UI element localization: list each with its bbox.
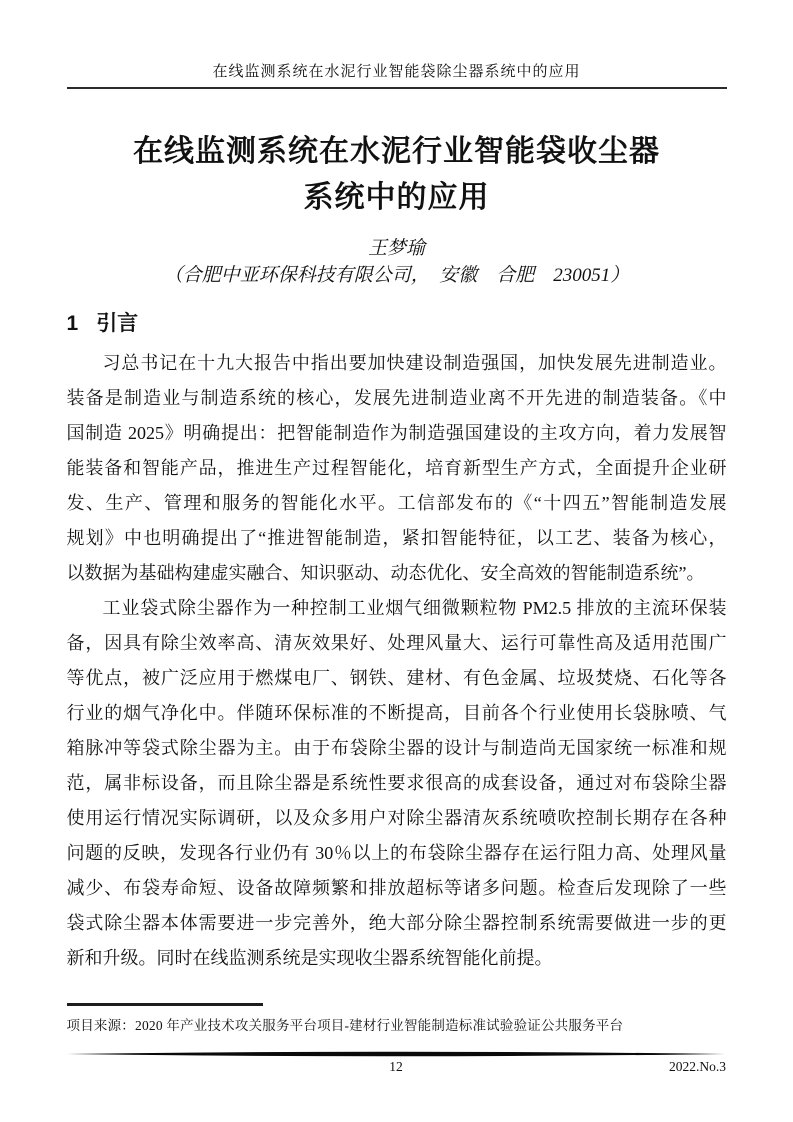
page-content	[67, 0, 727, 1034]
paragraph-line: 以数据为基础构建虚实融合、知识驱动、动态优化、安全高效的智能制造系统”。	[66, 563, 705, 583]
header-rule	[67, 87, 727, 89]
article-title-line1: 在线监测系统在水泥行业智能袋收尘器	[133, 135, 660, 168]
paragraph-line: 等优点，被广泛应用于燃煤电厂、钢铁、建材、有色金属、垃圾焚烧、石化等各	[66, 668, 727, 688]
paragraph-line: 备，因具有除尘效率高、清灰效果好、处理风量大、运行可靠性高及适用范围广	[66, 633, 727, 653]
paragraph	[67, 346, 727, 591]
section-title: 引言	[96, 312, 139, 335]
paragraph	[67, 591, 727, 976]
footnote-rule	[67, 1003, 263, 1006]
paragraph-line: 规划》中也明确提出了“推进智能制造，紧扣智能特征，以工艺、装备为核心，	[66, 528, 727, 548]
article-title	[67, 129, 727, 221]
paragraph-line: 能装备和智能产品，推进生产过程智能化，培育新型生产方式，全面提升企业研	[66, 458, 727, 478]
paragraph-line: 习总书记在十九大报告中指出要加快建设制造强国，加快发展先进制造业。	[102, 353, 727, 373]
running-header	[67, 0, 727, 89]
paragraph-line: 行业的烟气净化中。伴随环保标准的不断提高，目前各个行业使用长袋脉喷、气	[66, 703, 727, 723]
article-body	[67, 346, 727, 976]
issue-number: 2022.No.3	[669, 1059, 726, 1074]
paragraph-line: 箱脉冲等袋式除尘器为主。由于布袋除尘器的设计与制造尚无国家统一标准和规	[66, 738, 727, 758]
paragraph-line: 袋式除尘器本体需要进一步完善外，绝大部分除尘器控制系统需要做进一步的更	[66, 913, 727, 933]
footnote	[67, 1003, 727, 1034]
footnote-text: 项目来源：2020 年产业技术攻关服务平台项目-建材行业智能制造标准试验验证公共服务平台	[66, 1018, 624, 1033]
paragraph-line: 工业袋式除尘器作为一种控制工业烟气细微颗粒物 PM2.5 排放的主流环保装	[102, 598, 727, 618]
page-number: 12	[389, 1059, 403, 1074]
footer-row	[66, 1059, 726, 1077]
paragraph-line: 发、生产、管理和服务的智能化水平。工信部发布的《“十四五”智能制造发展	[66, 493, 727, 513]
paragraph-line: 减少、布袋寿命短、设备故障频繁和排放超标等诸多问题。检查后发现除了一些	[66, 878, 727, 898]
section-heading	[67, 311, 727, 337]
page-footer	[66, 1050, 726, 1077]
paragraph-line: 范，属非标设备，而且除尘器是系统性要求很高的成套设备，通过对布袋除尘器	[66, 773, 727, 793]
article-title-line2: 系统中的应用	[303, 181, 490, 214]
author-name: 王梦瑜	[367, 238, 425, 259]
running-header-title: 在线监测系统在水泥行业智能袋除尘器系统中的应用	[212, 64, 581, 80]
section-number: 1	[66, 312, 79, 335]
footer-rule	[66, 1050, 726, 1058]
paragraph-line: 国制造 2025》明确提出：把智能制造作为制造强国建设的主攻方向，着力发展智	[66, 423, 727, 443]
paragraph-line: 装备是制造业与制造系统的核心，发展先进制造业离不开先进的制造装备。《中	[66, 388, 727, 408]
author-affiliation: （合肥中亚环保科技有限公司， 安徽 合肥 230051）	[163, 265, 630, 286]
paragraph-line: 问题的反映，发现各行业仍有 30％以上的布袋除尘器存在运行阻力高、处理风量	[66, 843, 727, 863]
paragraph-line: 新和升级。同时在线监测系统是实现收尘器系统智能化前提。	[66, 948, 553, 968]
paragraph-line: 使用运行情况实际调研，以及众多用户对除尘器清灰系统喷吹控制长期存在各种	[66, 808, 727, 828]
